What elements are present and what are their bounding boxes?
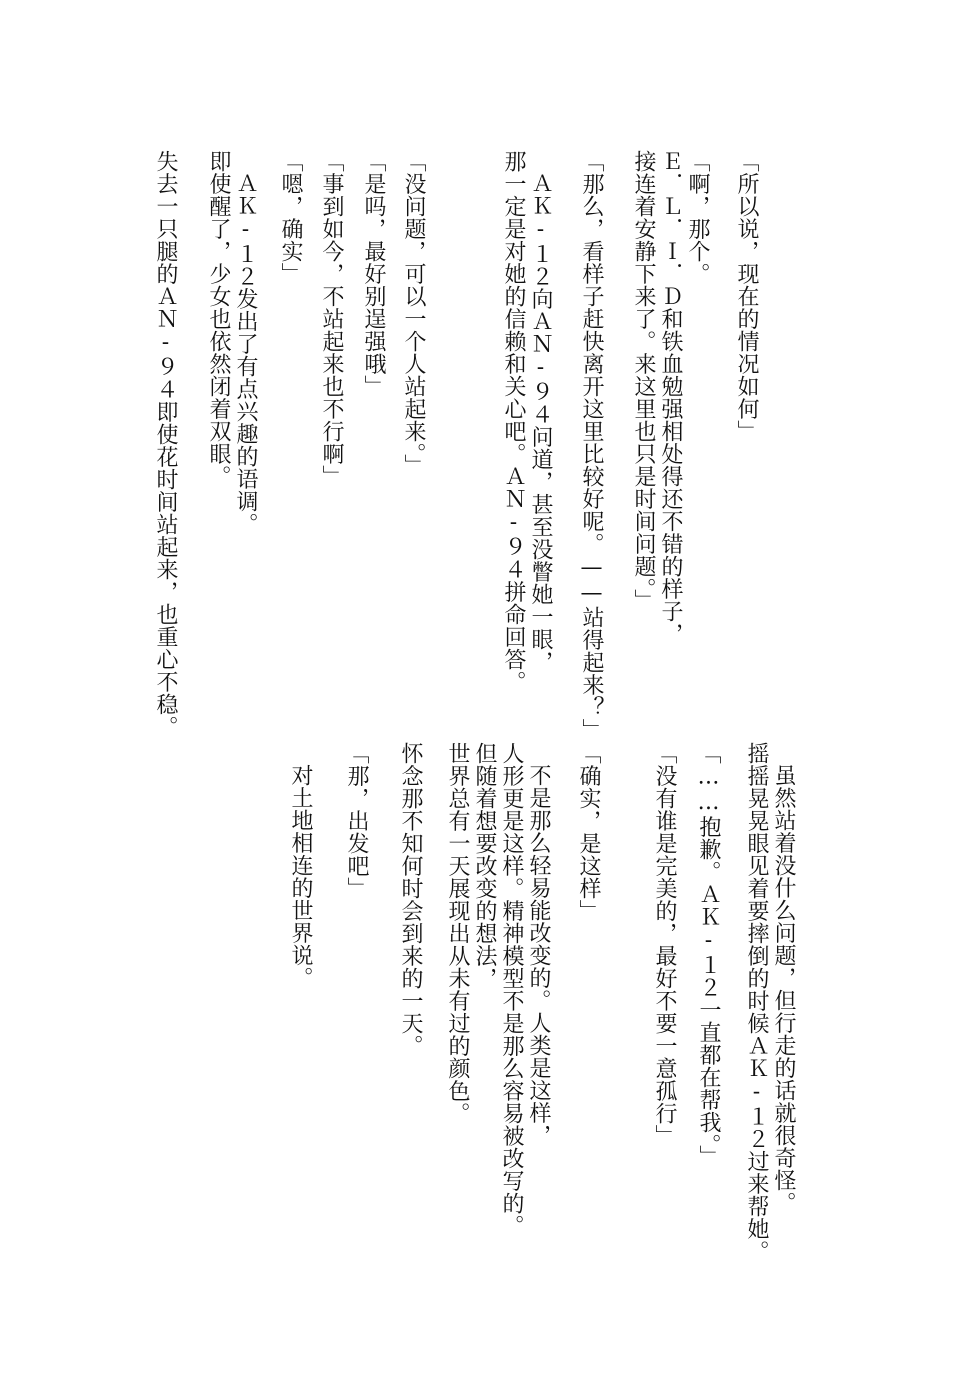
text-column-u13: 失去一只腿的ＡＮ-９４即使花时间站起来，也重心不稳。 — [153, 150, 178, 738]
text-column-u9: 「事到如今，不站起来也不行啊」 — [319, 150, 344, 488]
text-column-u12: 即使醒了，少女也依然闭着双眼。 — [206, 150, 231, 488]
text-column-l11: 对土地相连的世界说。 — [288, 764, 313, 989]
text-column-l3: 「没有谁是完美的，最好不要一意孤行」 — [652, 742, 677, 1147]
text-column-l9: 怀念那不知何时会到来的一天。 — [398, 742, 423, 1057]
text-column-l0: 虽然站着没什么问题，但行走的话就很奇怪。 — [771, 764, 796, 1214]
text-column-l6: 人形更是这样。精神模型不是那么容易被改写的。 — [499, 742, 524, 1237]
text-column-u4: 「那么，看样子赶快离开这里比较好呢。——站得起来？」 — [579, 150, 604, 741]
text-column-u10: 「嗯，确实」 — [278, 150, 303, 285]
text-column-l2: 「……抱歉。ＡＫ-１２一直都在帮我。」 — [696, 742, 721, 1168]
text-column-u7: 「没问题，可以一个人站起来。」 — [401, 150, 426, 477]
text-column-l8: 世界总有一天展现出从未有过的颜色。 — [445, 742, 470, 1125]
text-column-u5: ＡＫ-１２向ＡＮ-９４问道，甚至没瞥她一眼， — [528, 172, 553, 673]
text-column-u1: 「啊，那个。 — [685, 150, 710, 285]
text-column-l7: 但随着想要改变的想法， — [472, 742, 497, 990]
text-column-u3: 接连着安静下来了。来这里也只是时间问题。」 — [631, 150, 656, 612]
text-column-u6: 那一定是对她的信赖和关心吧。ＡＮ-９４拼命回答。 — [501, 150, 526, 693]
text-column-l4: 「确实，是这样」 — [576, 742, 601, 922]
text-column-l5: 不是那么轻易能改变的。人类是这样， — [526, 764, 551, 1147]
text-column-l1: 摇摇晃晃眼见着要摔倒的时候ＡＫ-１２过来帮她。 — [744, 742, 769, 1263]
text-column-u11: ＡＫ-１２发出了有点兴趣的语调。 — [233, 172, 258, 535]
text-column-u2: Ｅ．Ｌ．Ｉ．Ｄ和铁血勉强相处得还不错的样子， — [658, 150, 683, 645]
text-column-u0: 「所以说，现在的情况如何」 — [734, 150, 759, 443]
text-column-l10: 「那，出发吧」 — [344, 742, 369, 900]
text-column-u8: 「是吗，最好别逞强哦」 — [361, 150, 386, 398]
